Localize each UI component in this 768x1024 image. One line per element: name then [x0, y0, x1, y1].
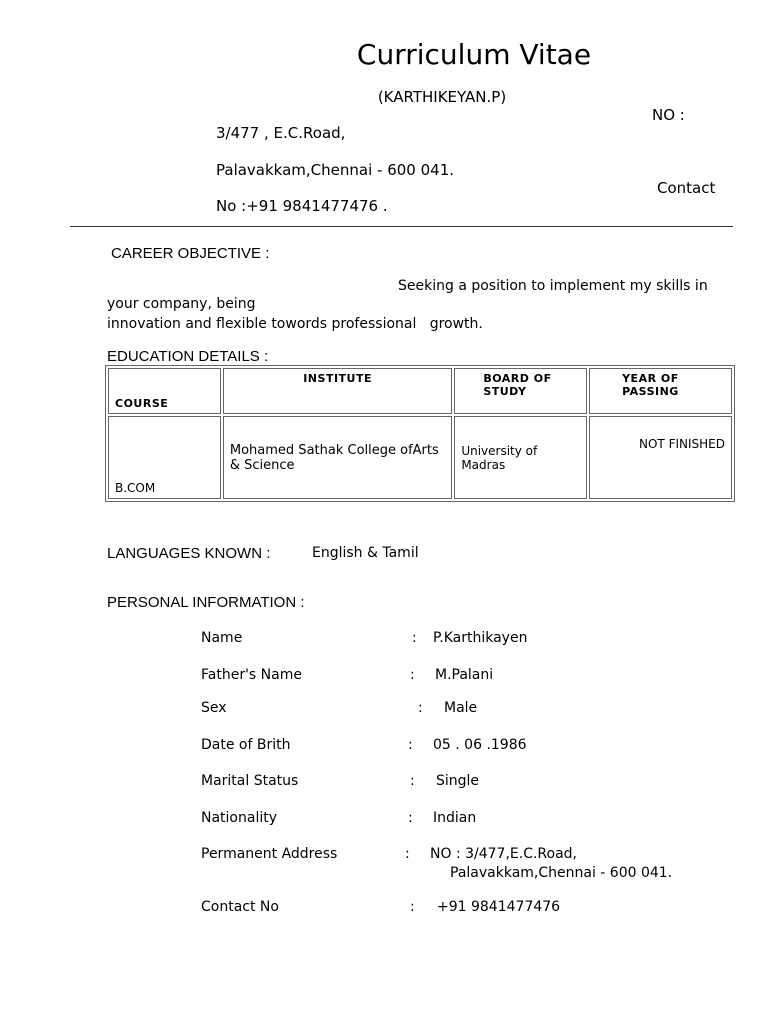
field-colon: : — [418, 700, 423, 716]
languages-value: English & Tamil — [312, 545, 419, 561]
field-colon: : — [405, 846, 410, 862]
career-objective-line-3: innovation and flexible towords professional growth. — [107, 316, 483, 332]
field-value-permanent-address: NO : 3/477,E.C.Road, — [430, 846, 578, 862]
field-value-sex: Male — [444, 700, 478, 716]
contact-label: Contact — [657, 179, 716, 197]
cell-board: University of Madras — [454, 416, 587, 499]
field-value-nationality: Indian — [433, 810, 477, 826]
languages-heading: LANGUAGES KNOWN : — [107, 545, 271, 562]
field-value-fathers-name: M.Palani — [435, 667, 494, 683]
field-value-name: P.Karthikayen — [433, 630, 528, 646]
field-label-sex: Sex — [201, 700, 227, 716]
cell-year: NOT FINISHED — [589, 416, 732, 499]
col-board — [454, 368, 587, 414]
field-value-contact-no: +91 9841477476 — [437, 899, 561, 915]
field-colon: : — [410, 899, 415, 915]
field-value-permanent-address-line-2: Palavakkam,Chennai - 600 041. — [450, 865, 673, 881]
field-colon: : — [410, 667, 415, 683]
header-divider — [70, 226, 733, 227]
field-label-marital-status: Marital Status — [201, 773, 299, 789]
candidate-name: (KARTHIKEYAN.P) — [377, 88, 507, 106]
field-colon: : — [408, 810, 413, 826]
field-label-name: Name — [201, 630, 243, 646]
address-line-1: 3/477 , E.C.Road, — [216, 124, 346, 142]
education-table — [105, 365, 735, 502]
field-colon: : — [410, 773, 415, 789]
career-objective-heading: CAREER OBJECTIVE : — [111, 245, 270, 262]
address-no-label: NO : — [652, 106, 685, 124]
field-label-contact-no: Contact No — [201, 899, 279, 915]
field-label-nationality: Nationality — [201, 810, 278, 826]
field-value-dob: 05 . 06 .1986 — [433, 737, 527, 753]
col-course: COURSE — [108, 368, 221, 414]
personal-info-heading: PERSONAL INFORMATION : — [107, 594, 305, 611]
education-heading: EDUCATION DETAILS : — [107, 348, 269, 365]
cell-course: B.COM — [108, 416, 221, 499]
field-colon: : — [408, 737, 413, 753]
col-institute: INSTITUTE — [223, 368, 452, 414]
document-title: Curriculum Vitae — [356, 38, 592, 71]
col-year-text: YEAR OF PASSING — [622, 372, 679, 398]
col-year — [589, 368, 732, 414]
field-label-permanent-address: Permanent Address — [201, 846, 338, 862]
field-value-marital-status: Single — [436, 773, 480, 789]
phone-line: No :+91 9841477476 . — [216, 197, 388, 215]
career-objective-line-2: your company, being — [107, 296, 256, 312]
address-line-2: Palavakkam,Chennai - 600 041. — [216, 161, 455, 179]
field-colon: : — [412, 630, 417, 646]
education-header-row — [108, 368, 732, 414]
field-label-dob: Date of Brith — [201, 737, 291, 753]
cell-institute: Mohamed Sathak College ofArts & Science — [223, 416, 452, 499]
field-label-fathers-name: Father's Name — [201, 667, 302, 683]
col-board-text: BOARD OF STUDY — [483, 372, 552, 398]
career-objective-line-1: Seeking a position to implement my skills in — [398, 278, 708, 294]
table-row — [108, 416, 732, 499]
